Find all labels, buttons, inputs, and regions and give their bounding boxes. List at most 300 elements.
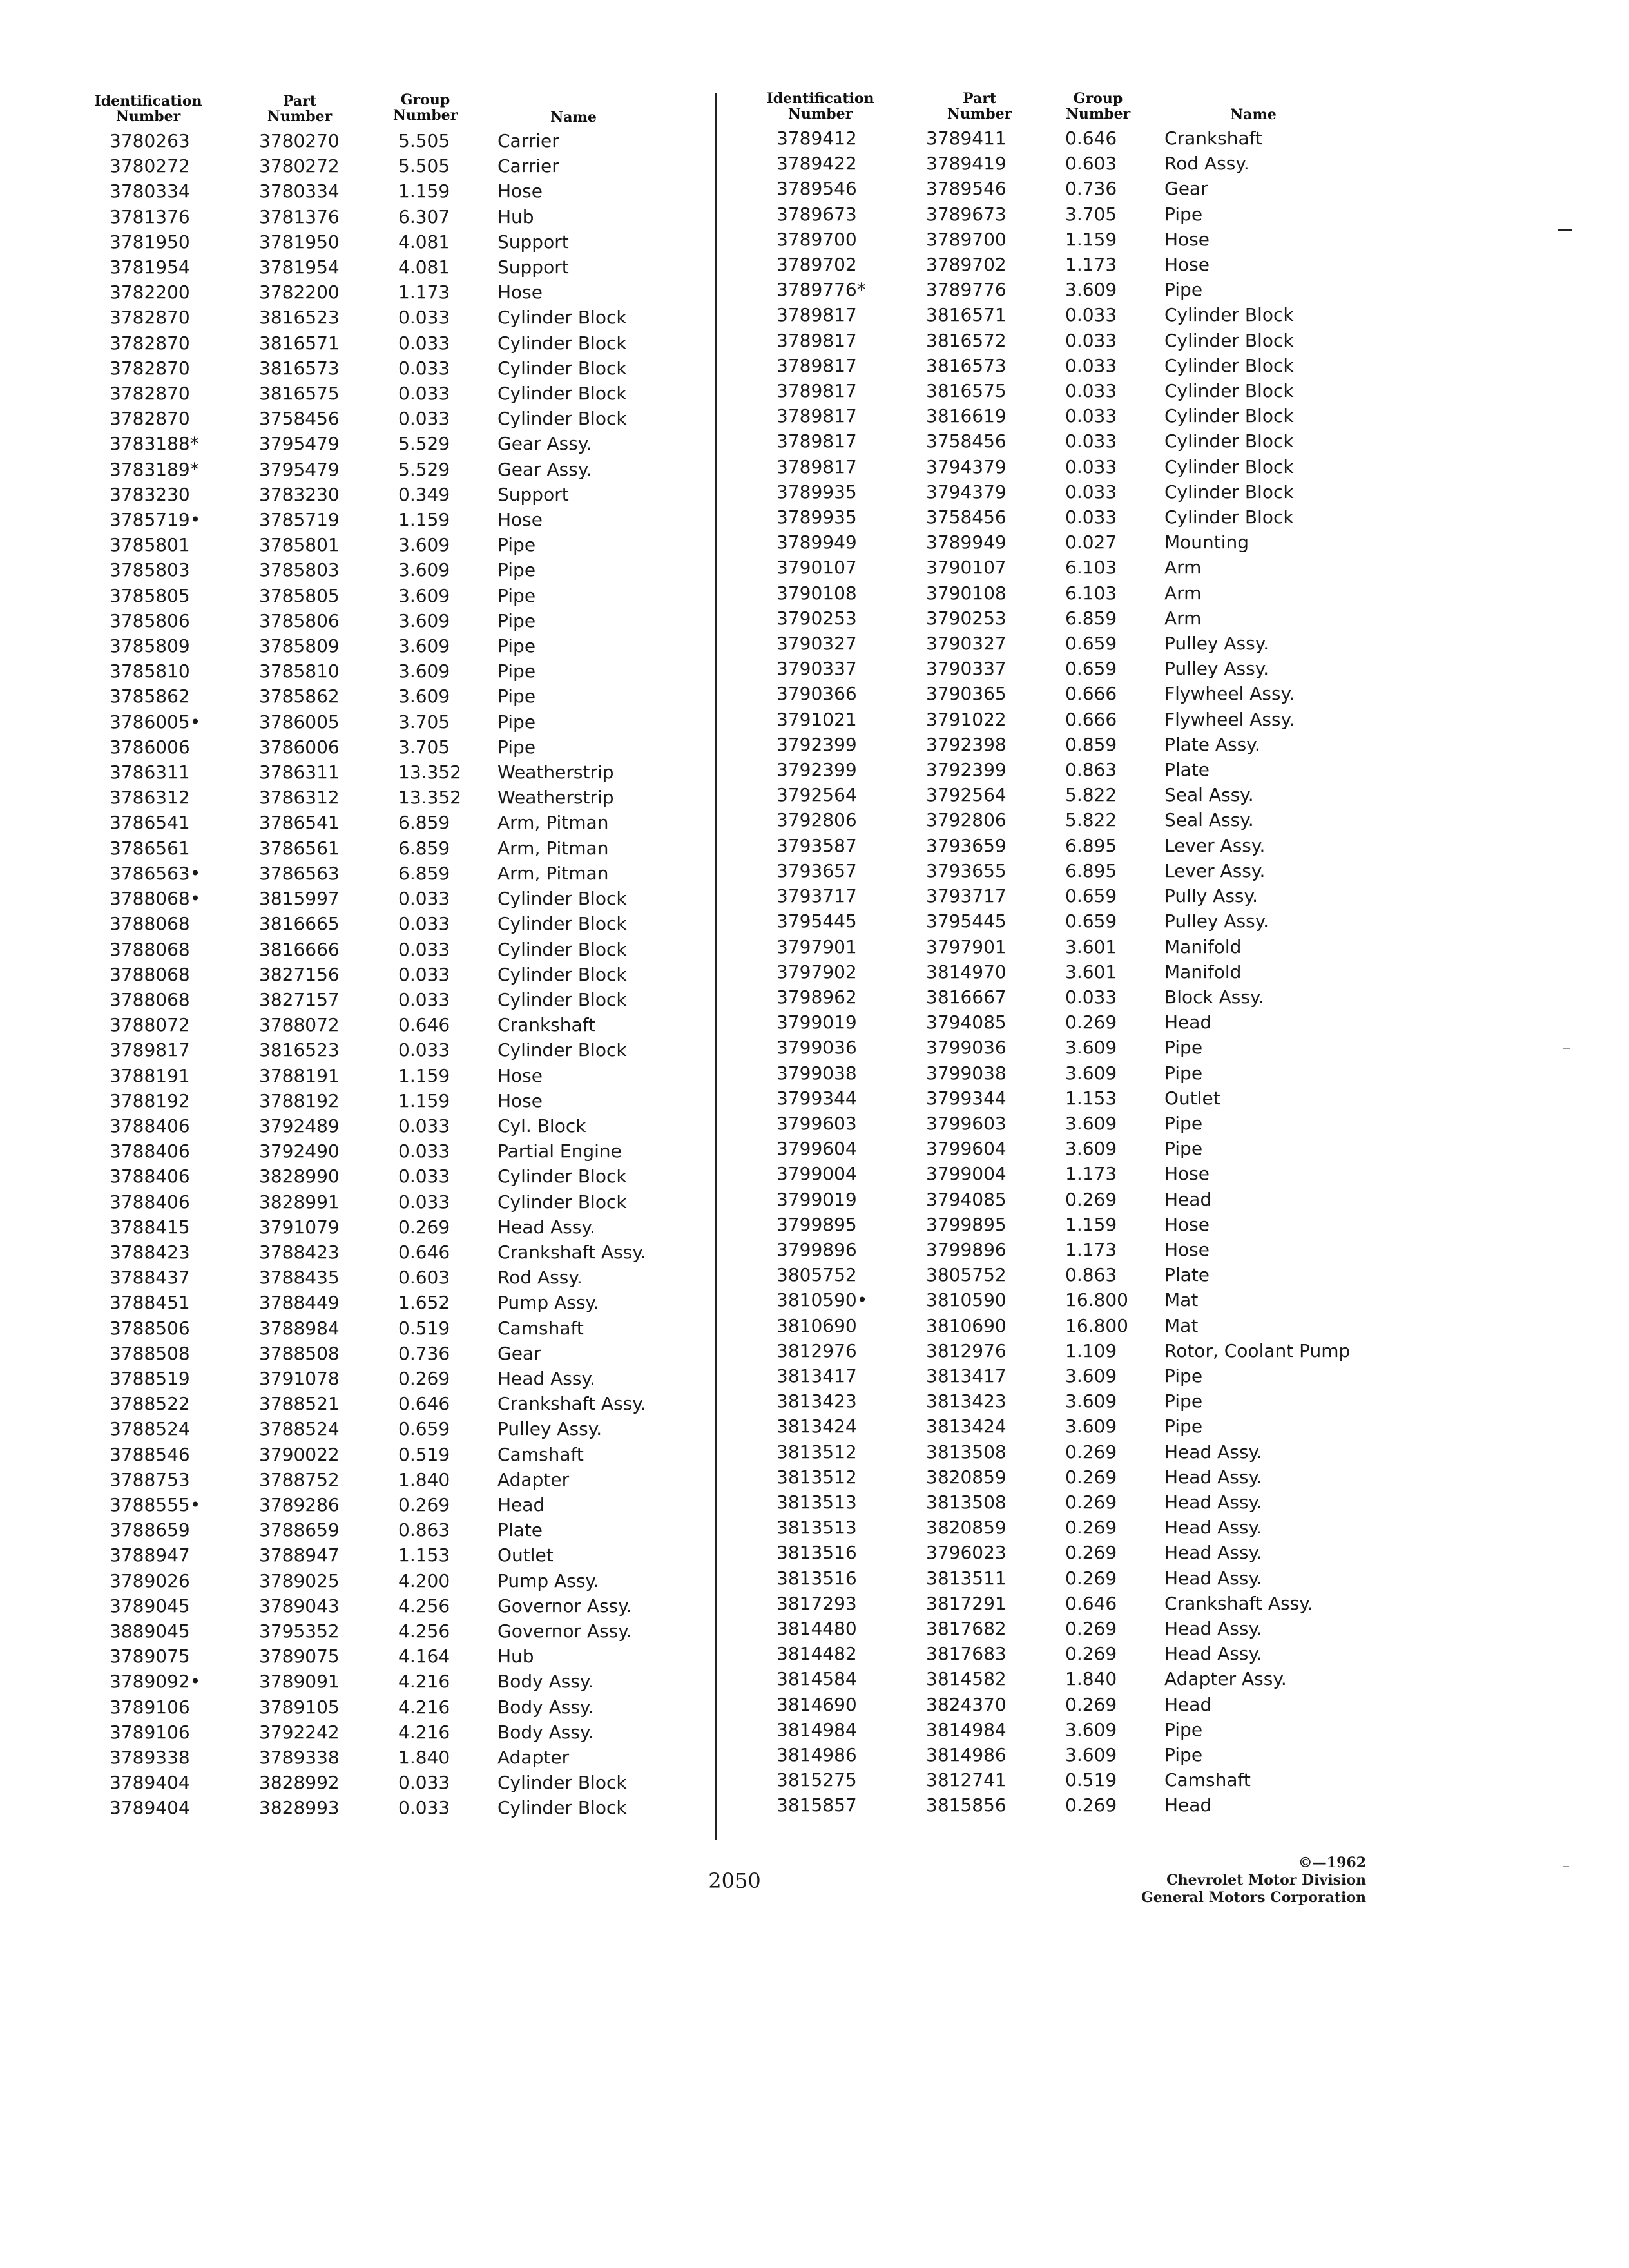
table-row [110, 1139, 768, 1164]
table-row [110, 1063, 768, 1088]
part-number: 3813423 [926, 1390, 1007, 1412]
table-row [776, 681, 1435, 706]
table-row [110, 810, 768, 835]
part-name: Pulley Assy. [497, 1418, 602, 1440]
group-number: 3.705 [1065, 203, 1117, 225]
group-number: 0.863 [1065, 759, 1117, 781]
group-number: 1.173 [1065, 1238, 1117, 1260]
header-id-line1: Identification [94, 93, 202, 110]
group-number: 0.033 [1065, 481, 1117, 503]
part-number: 3820859 [926, 1517, 1007, 1539]
table-row [776, 883, 1435, 908]
identification-number: 3788191 [110, 1064, 190, 1086]
part-number: 3786541 [259, 812, 340, 834]
identification-number: 3782870 [110, 332, 190, 354]
group-number: 4.256 [398, 1595, 450, 1617]
table-row [776, 1111, 1435, 1136]
group-number: 1.840 [398, 1747, 450, 1768]
part-number: 3796023 [926, 1542, 1007, 1564]
part-number: 3816575 [926, 380, 1007, 402]
identification-number: 3789404 [110, 1772, 190, 1794]
part-number: 3786006 [259, 736, 340, 758]
identification-number: 3782870 [110, 383, 190, 405]
group-number: 0.646 [398, 1014, 450, 1036]
table-row [110, 305, 768, 330]
group-number: 5.505 [398, 130, 450, 151]
margin-mark [1558, 229, 1572, 231]
group-number: 0.269 [1065, 1794, 1117, 1816]
group-number: 1.173 [398, 282, 450, 303]
part-name: Crankshaft Assy. [497, 1393, 646, 1415]
table-row [776, 353, 1435, 378]
table-row [776, 1262, 1435, 1287]
identification-number: 3788406 [110, 1140, 190, 1162]
part-name: Cylinder Block [1164, 380, 1294, 402]
group-number: 0.033 [1065, 456, 1117, 477]
identification-number: 3786005• [110, 711, 201, 733]
group-number: 0.269 [398, 1494, 450, 1515]
table-row [110, 1189, 768, 1215]
identification-number: 3799038 [776, 1062, 857, 1084]
identification-number: 3792399 [776, 733, 857, 755]
identification-number: 3788546 [110, 1443, 190, 1465]
table-row [110, 1492, 768, 1517]
identification-number: 3799019 [776, 1012, 857, 1033]
part-number: 3785803 [259, 559, 340, 581]
left-parts-table-body [110, 128, 768, 1821]
part-name: Cylinder Block [497, 1191, 627, 1213]
identification-number: 3788659 [110, 1519, 190, 1541]
table-row [776, 1187, 1435, 1212]
part-name: Cylinder Block [497, 307, 627, 329]
identification-number: 3788437 [110, 1267, 190, 1289]
table-row [776, 1792, 1435, 1818]
table-row [776, 176, 1435, 201]
part-name: Hose [497, 1090, 543, 1111]
table-row [776, 631, 1435, 656]
part-name: Rotor, Coolant Pump [1164, 1340, 1351, 1361]
header-part-line2: Number [947, 106, 1012, 122]
table-row [110, 608, 768, 633]
group-number: 13.352 [398, 787, 461, 809]
header-name: Name [1230, 106, 1277, 123]
table-row [776, 1490, 1435, 1515]
identification-number: 3813512 [776, 1441, 857, 1463]
group-number: 4.200 [398, 1570, 450, 1591]
part-name: Head Assy. [1164, 1542, 1262, 1564]
group-number: 1.840 [398, 1468, 450, 1490]
part-name: Arm [1164, 582, 1202, 604]
part-name: Cylinder Block [497, 383, 627, 405]
part-name: Plate Assy. [1164, 733, 1260, 755]
group-number: 4.164 [398, 1646, 450, 1667]
part-name: Cylinder Block [1164, 304, 1294, 326]
part-number: 3827156 [259, 963, 340, 985]
group-number: 3.609 [398, 686, 450, 707]
margin-mark [1563, 1048, 1570, 1049]
part-name: Pump Assy. [497, 1292, 599, 1314]
group-number: 5.529 [398, 433, 450, 455]
part-name: Arm, Pitman [497, 837, 609, 859]
part-name: Cylinder Block [1164, 354, 1294, 376]
part-name: Body Assy. [497, 1696, 594, 1718]
identification-number: 3786563• [110, 862, 201, 884]
part-name: Support [497, 483, 569, 505]
group-number: 0.033 [398, 1772, 450, 1794]
part-number: 3781376 [259, 206, 340, 227]
identification-number: 3810690 [776, 1314, 857, 1336]
group-number: 5.822 [1065, 784, 1117, 806]
part-name: Cylinder Block [1164, 329, 1294, 351]
group-number: 6.859 [398, 862, 450, 884]
group-number: 3.609 [1065, 279, 1117, 301]
part-name: Crankshaft [497, 1014, 596, 1036]
part-number: 3814984 [926, 1718, 1007, 1740]
group-number: 0.033 [1065, 380, 1117, 402]
part-number: 3795479 [259, 433, 340, 455]
part-name: Head Assy. [497, 1216, 595, 1238]
part-name: Pipe [497, 610, 536, 631]
group-number: 3.609 [1065, 1390, 1117, 1412]
part-name: Pulley Assy. [1164, 633, 1269, 655]
group-number: 0.033 [398, 357, 450, 379]
group-number: 0.033 [398, 1039, 450, 1061]
group-number: 3.609 [1065, 1062, 1117, 1084]
table-row [776, 252, 1435, 277]
group-number: 1.159 [1065, 228, 1117, 250]
part-name: Pipe [1164, 1416, 1203, 1437]
part-name: Crankshaft [1164, 128, 1263, 149]
part-name: Arm [1164, 557, 1202, 579]
table-row [776, 656, 1435, 681]
part-name: Support [497, 256, 569, 278]
part-name: Rod Assy. [497, 1267, 583, 1289]
table-row [776, 1161, 1435, 1186]
identification-number: 3799603 [776, 1112, 857, 1134]
part-number: 3799895 [926, 1213, 1007, 1235]
part-number: 3805752 [926, 1264, 1007, 1286]
identification-number: 3790108 [776, 582, 857, 604]
group-number: 0.659 [1065, 633, 1117, 655]
identification-number: 3814480 [776, 1617, 857, 1639]
part-name: Hose [1164, 1163, 1210, 1185]
table-row [776, 378, 1435, 403]
part-name: Head Assy. [1164, 1491, 1262, 1513]
table-row [776, 1010, 1435, 1035]
table-row [110, 1341, 768, 1366]
part-number: 3810590 [926, 1289, 1007, 1311]
identification-number: 3814584 [776, 1668, 857, 1690]
part-name: Head Assy. [1164, 1617, 1262, 1639]
part-number: 3790327 [926, 633, 1007, 655]
part-name: Cyl. Block [497, 1115, 586, 1137]
part-number: 3817682 [926, 1617, 1007, 1639]
group-number: 1.173 [1065, 254, 1117, 276]
identification-number: 3790337 [776, 658, 857, 680]
part-number: 3788659 [259, 1519, 340, 1541]
part-number: 3780334 [259, 180, 340, 202]
identification-number: 3789412 [776, 128, 857, 149]
part-number: 3799038 [926, 1062, 1007, 1084]
part-number: 3789411 [926, 128, 1007, 149]
table-row [776, 1086, 1435, 1111]
table-row [110, 406, 768, 431]
identification-number: 3813513 [776, 1517, 857, 1539]
identification-number: 3786312 [110, 787, 190, 809]
table-row [110, 886, 768, 911]
group-number: 0.033 [398, 1166, 450, 1187]
identification-number: 3789700 [776, 228, 857, 250]
table-row [110, 1391, 768, 1416]
identification-number: 3789338 [110, 1747, 190, 1768]
group-number: 0.269 [1065, 1188, 1117, 1210]
identification-number: 3799036 [776, 1037, 857, 1059]
part-number: 3810690 [926, 1314, 1007, 1336]
part-name: Governor Assy. [497, 1595, 632, 1617]
group-number: 0.033 [398, 1115, 450, 1137]
identification-number: 3789817 [776, 405, 857, 427]
part-number: 3813424 [926, 1416, 1007, 1437]
part-number: 3788508 [259, 1342, 340, 1364]
table-row [110, 356, 768, 381]
group-number: 0.736 [1065, 178, 1117, 200]
part-name: Manifold [1164, 961, 1242, 983]
identification-number: 3815857 [776, 1794, 857, 1816]
group-number: 3.609 [398, 610, 450, 631]
identification-number: 3789935 [776, 506, 857, 528]
part-name: Cylinder Block [497, 332, 627, 354]
part-number: 3799603 [926, 1112, 1007, 1134]
right-header-part [934, 91, 1025, 122]
table-row [110, 1012, 768, 1037]
identification-number: 3783230 [110, 483, 190, 505]
identification-number: 3789422 [776, 153, 857, 175]
part-number: 3816619 [926, 405, 1007, 427]
table-row [776, 1287, 1435, 1312]
table-row [776, 1666, 1435, 1691]
table-row [776, 1641, 1435, 1666]
center-divider [715, 93, 717, 1840]
table-row [776, 1616, 1435, 1641]
part-number: 3813511 [926, 1567, 1007, 1589]
part-number: 3780272 [259, 155, 340, 177]
part-number: 3792398 [926, 733, 1007, 755]
part-number: 3812976 [926, 1340, 1007, 1361]
identification-number: 3785810 [110, 660, 190, 682]
part-name: Pipe [497, 635, 536, 657]
part-name: Pulley Assy. [1164, 910, 1269, 932]
table-row [776, 1313, 1435, 1338]
part-name: Cylinder Block [497, 1797, 627, 1819]
header-group-line2: Number [1065, 106, 1131, 122]
identification-number: 3788519 [110, 1367, 190, 1389]
part-name: Pipe [1164, 1744, 1203, 1765]
identification-number: 3792564 [776, 784, 857, 806]
group-number: 1.153 [1065, 1087, 1117, 1109]
part-name: Camshaft [497, 1317, 584, 1339]
part-name: Weatherstrip [497, 762, 614, 783]
part-number: 3788072 [259, 1014, 340, 1036]
part-number: 3788423 [259, 1241, 340, 1263]
group-number: 1.159 [398, 1064, 450, 1086]
group-number: 16.800 [1065, 1314, 1128, 1336]
group-number: 4.256 [398, 1620, 450, 1642]
part-number: 3816572 [926, 329, 1007, 351]
part-number: 3816575 [259, 383, 340, 405]
table-row [110, 1745, 768, 1770]
table-row [776, 581, 1435, 606]
group-number: 6.859 [398, 837, 450, 859]
right-header-id [753, 91, 888, 122]
identification-number: 3793587 [776, 834, 857, 856]
table-row [110, 255, 768, 280]
part-number: 3816571 [926, 304, 1007, 326]
table-row [776, 555, 1435, 580]
group-number: 0.033 [1065, 405, 1117, 427]
part-number: 3812741 [926, 1769, 1007, 1791]
table-row [776, 606, 1435, 631]
part-number: 3789702 [926, 254, 1007, 276]
group-number: 5.505 [398, 155, 450, 177]
table-row [110, 583, 768, 608]
table-row [776, 302, 1435, 327]
part-name: Hub [497, 1646, 534, 1667]
identification-number: 3789673 [776, 203, 857, 225]
table-row [110, 658, 768, 684]
identification-number: 3815275 [776, 1769, 857, 1791]
part-name: Head Assy. [1164, 1517, 1262, 1539]
part-name: Pipe [1164, 1390, 1203, 1412]
part-number: 3828991 [259, 1191, 340, 1213]
part-number: 3791078 [259, 1367, 340, 1389]
part-name: Hose [1164, 1238, 1210, 1260]
part-number: 3792806 [926, 809, 1007, 831]
part-number: 3790022 [259, 1443, 340, 1465]
identification-number: 3799019 [776, 1188, 857, 1210]
table-row [110, 1037, 768, 1062]
group-number: 1.159 [398, 180, 450, 202]
group-number: 0.659 [1065, 910, 1117, 932]
identification-number: 3791021 [776, 708, 857, 730]
part-number: 3817683 [926, 1643, 1007, 1665]
group-number: 0.033 [398, 938, 450, 960]
part-number: 3781950 [259, 231, 340, 253]
part-name: Rod Assy. [1164, 153, 1249, 175]
identification-number: 3789817 [776, 304, 857, 326]
part-number: 3789091 [259, 1671, 340, 1693]
part-number: 3815997 [259, 888, 340, 910]
identification-number: 3782870 [110, 307, 190, 329]
table-row [110, 1619, 768, 1644]
identification-number: 3785801 [110, 534, 190, 556]
part-name: Cylinder Block [497, 988, 627, 1010]
identification-number: 3785803 [110, 559, 190, 581]
identification-number: 3780334 [110, 180, 190, 202]
part-name: Camshaft [497, 1443, 584, 1465]
part-name: Head [1164, 1794, 1212, 1816]
part-number: 3799004 [926, 1163, 1007, 1185]
table-row [776, 959, 1435, 985]
table-row [110, 937, 768, 962]
identification-number: 3788415 [110, 1216, 190, 1238]
part-number: 3792242 [259, 1721, 340, 1743]
part-name: Carrier [497, 155, 559, 177]
group-number: 0.033 [1065, 354, 1117, 376]
table-row [776, 1237, 1435, 1262]
group-number: 0.519 [398, 1443, 450, 1465]
part-name: Hose [1164, 1213, 1210, 1235]
part-number: 3786561 [259, 837, 340, 859]
group-number: 3.609 [1065, 1037, 1117, 1059]
part-name: Hub [497, 206, 534, 227]
group-number: 6.895 [1065, 834, 1117, 856]
part-name: Seal Assy. [1164, 809, 1254, 831]
identification-number: 3789106 [110, 1696, 190, 1718]
table-row [110, 1517, 768, 1542]
part-name: Head Assy. [1164, 1643, 1262, 1665]
part-name: Pulley Assy. [1164, 658, 1269, 680]
part-name: Hose [497, 509, 543, 531]
group-number: 0.269 [1065, 1693, 1117, 1715]
group-number: 4.216 [398, 1721, 450, 1743]
part-name: Outlet [497, 1544, 554, 1566]
group-number: 0.269 [1065, 1542, 1117, 1564]
part-name: Cylinder Block [497, 357, 627, 379]
table-row [776, 505, 1435, 530]
table-row [776, 227, 1435, 252]
group-number: 0.033 [1065, 304, 1117, 326]
part-number: 3813417 [926, 1365, 1007, 1387]
part-name: Weatherstrip [497, 787, 614, 809]
part-name: Cylinder Block [497, 408, 627, 430]
identification-number: 3799344 [776, 1087, 857, 1109]
part-name: Pipe [1164, 279, 1203, 301]
header-part-line1: Part [963, 90, 996, 107]
part-name: Crankshaft Assy. [1164, 1592, 1313, 1614]
part-name: Pipe [1164, 1138, 1203, 1160]
identification-number: 3782200 [110, 282, 190, 303]
part-number: 3792489 [259, 1115, 340, 1137]
part-name: Pipe [1164, 203, 1203, 225]
part-number: 3786563 [259, 862, 340, 884]
group-number: 0.033 [398, 913, 450, 935]
identification-number: 3814984 [776, 1718, 857, 1740]
identification-number: 3797901 [776, 936, 857, 957]
group-number: 0.666 [1065, 683, 1117, 705]
identification-number: 3793717 [776, 885, 857, 907]
group-number: 0.269 [1065, 1441, 1117, 1463]
table-row [110, 633, 768, 658]
identification-number: 3788192 [110, 1090, 190, 1111]
part-name: Adapter Assy. [1164, 1668, 1287, 1690]
identification-number: 3786561 [110, 837, 190, 859]
part-number: 3789673 [926, 203, 1007, 225]
part-number: 3785805 [259, 584, 340, 606]
part-number: 3789043 [259, 1595, 340, 1617]
table-row [776, 985, 1435, 1010]
part-number: 3827157 [259, 988, 340, 1010]
header-id-line2: Number [115, 108, 181, 125]
identification-number: 3789817 [776, 456, 857, 477]
table-row [776, 1363, 1435, 1389]
table-row [110, 532, 768, 557]
part-number: 3792490 [259, 1140, 340, 1162]
group-number: 0.269 [1065, 1643, 1117, 1665]
group-number: 0.269 [1065, 1617, 1117, 1639]
part-number: 3788521 [259, 1393, 340, 1415]
part-number: 3790337 [926, 658, 1007, 680]
identification-number: 3814482 [776, 1643, 857, 1665]
